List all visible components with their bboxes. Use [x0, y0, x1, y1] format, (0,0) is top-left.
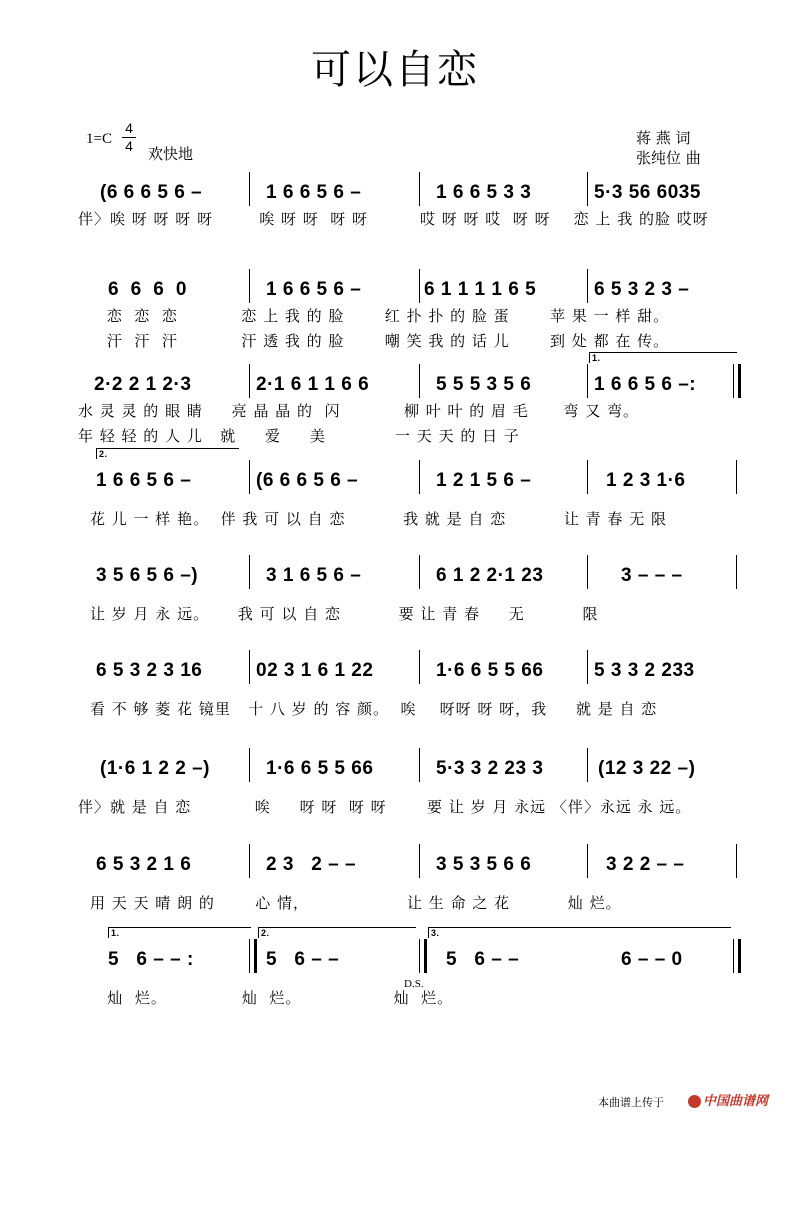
- logo-icon: [688, 1095, 701, 1108]
- measure: 5 5 5 3 5 6: [436, 374, 532, 395]
- measure: 1 6 6 5 3 3: [436, 182, 532, 203]
- measure: 02 3 1 6 1 22: [256, 660, 374, 681]
- measure: (6 6 6 5 6 –: [256, 470, 359, 491]
- measure: 3 5 3 5 6 6: [436, 854, 532, 875]
- lyric-line: 伴〉唉 呀 呀 呀 呀 唉 呀 呀 呀 呀 哎 呀 呀 哎 呀 呀 恋 上 我 的脸 哎呀: [78, 210, 709, 228]
- measure: 6 5 3 2 1 6: [96, 854, 192, 875]
- measure: 5 6 – –: [266, 949, 340, 970]
- measure: 3 5 6 5 6 –): [96, 565, 199, 586]
- site-logo[interactable]: [688, 1090, 768, 1109]
- barline: [249, 844, 250, 878]
- key-signature: 1=C: [86, 131, 112, 147]
- barline: [587, 460, 588, 494]
- volta-3-ending: 3.: [428, 927, 731, 938]
- measure: 2·1 6 1 1 6 6: [256, 374, 370, 395]
- lyric-line: 用 天 天 晴 朗 的 心 情， 让 生 命 之 花 灿 烂。: [90, 894, 622, 912]
- lyric-line: 恋 恋 恋 恋 上 我 的 脸 红 扑 扑 的 脸 蛋 苹 果 一 样 甜。: [78, 307, 670, 325]
- barline: [419, 555, 420, 589]
- measure: (1·6 1 2 2 –): [100, 758, 210, 779]
- barline: [419, 172, 420, 206]
- barline: [249, 269, 250, 303]
- measure: 2·2 2 1 2·3: [94, 374, 192, 395]
- measure: 1·6 6 5 5 66: [266, 758, 374, 779]
- repeat-barline: [249, 939, 257, 973]
- lyric-line: 伴〉就 是 自 恋 唉 呀 呀 呀 呀 要 让 岁 月 永远 〈伴〉永远 永 远。: [78, 798, 692, 816]
- measure: 3 2 2 – –: [606, 854, 685, 875]
- measure: 6 5 3 2 3 –: [594, 279, 690, 300]
- barline: [249, 650, 250, 684]
- measure: 5 6 – –: [446, 949, 520, 970]
- barline: [419, 460, 420, 494]
- final-barline: [733, 939, 741, 973]
- volta-2-ending: 2.: [258, 927, 416, 938]
- measure: 5 3 3 2 233: [594, 660, 695, 681]
- measure: 6 1 2 2·1 23: [436, 565, 544, 586]
- barline: [249, 172, 250, 206]
- barline: [587, 364, 588, 398]
- measure: 1 6 6 5 6 –: [96, 470, 192, 491]
- measure: 6 5 3 2 3 16: [96, 660, 203, 681]
- time-signature: [122, 120, 136, 155]
- measure: 5·3 56 6035: [594, 182, 701, 203]
- repeat-barline: [419, 939, 427, 973]
- measure: 5 6 – – :: [108, 949, 194, 970]
- barline: [736, 555, 737, 589]
- barline: [587, 555, 588, 589]
- barline: [587, 650, 588, 684]
- barline: [587, 844, 588, 878]
- footer-upload-note: 本曲谱上传于: [598, 1096, 664, 1109]
- lyric-line: 年 轻 轻 的 人 儿 就 爱 美 一 天 天 的 日 子: [78, 427, 520, 445]
- barline: [249, 460, 250, 494]
- lyric-line: 汗 汗 汗 汗 透 我 的 脸 嘲 笑 我 的 话 儿 到 处 都 在 传。: [78, 332, 670, 350]
- measure: 2 3 2 – –: [266, 854, 357, 875]
- measure: 1·6 6 5 5 66: [436, 660, 544, 681]
- volta-1-ending: 1.: [108, 927, 251, 938]
- lyric-line: 灿 烂。 灿 烂。 灿 烂。: [90, 989, 454, 1007]
- logo-text: 中国曲谱网: [703, 1094, 769, 1109]
- composer-credit: 张纯位 曲: [636, 149, 701, 167]
- lyric-line: 花 儿 一 样 艳。 伴 我 可 以 自 恋 我 就 是 自 恋 让 青 春 无 限: [90, 510, 667, 528]
- barline: [419, 269, 420, 303]
- measure: (6 6 6 5 6 –: [100, 182, 203, 203]
- measure: 6 – – 0: [621, 949, 683, 970]
- repeat-barline: [733, 364, 741, 398]
- lyric-line: 让 岁 月 永 远。 我 可 以 自 恋 要 让 青 春 无 限: [90, 605, 599, 623]
- time-signature-bottom: 4: [122, 137, 136, 155]
- measure: 6 1 1 1 1 6 5: [424, 279, 537, 300]
- time-signature-top: 4: [125, 120, 133, 136]
- barline: [587, 748, 588, 782]
- ds-marking: D.S.: [404, 978, 424, 990]
- measure: 3 1 6 5 6 –: [266, 565, 362, 586]
- lyric-line: 水 灵 灵 的 眼 睛 亮 晶 晶 的 闪 柳 叶 叶 的 眉 毛 弯 又 弯。: [78, 402, 639, 420]
- tempo-marking: 欢快地: [148, 145, 194, 163]
- measure: 1 6 6 5 6 –:: [594, 374, 697, 395]
- barline: [587, 172, 588, 206]
- measure: 5·3 3 2 23 3: [436, 758, 544, 779]
- measure: (12 3 22 –): [598, 758, 696, 779]
- barline: [249, 555, 250, 589]
- measure: 1 6 6 5 6 –: [266, 182, 362, 203]
- barline: [419, 364, 420, 398]
- barline: [419, 650, 420, 684]
- lyricist-credit: 蒋 燕 词: [636, 129, 691, 147]
- barline: [419, 748, 420, 782]
- measure: 1 2 1 5 6 –: [436, 470, 532, 491]
- measure: 6 6 6 0: [108, 279, 187, 300]
- lyric-line: 看 不 够 菱 花 镜里 十 八 岁 的 容 颜。 唉 呀呀 呀 呀，我 就 是 自 恋: [90, 700, 658, 718]
- barline: [587, 269, 588, 303]
- barline: [249, 364, 250, 398]
- volta-2: 2.: [96, 448, 239, 459]
- barline: [419, 844, 420, 878]
- volta-1: 1.: [589, 352, 737, 363]
- song-title: 可以自恋: [311, 47, 479, 93]
- barline: [736, 844, 737, 878]
- measure: 1 6 6 5 6 –: [266, 279, 362, 300]
- barline: [249, 748, 250, 782]
- measure: 1 2 3 1·6: [606, 470, 686, 491]
- barline: [736, 460, 737, 494]
- measure: 3 – – –: [621, 565, 683, 586]
